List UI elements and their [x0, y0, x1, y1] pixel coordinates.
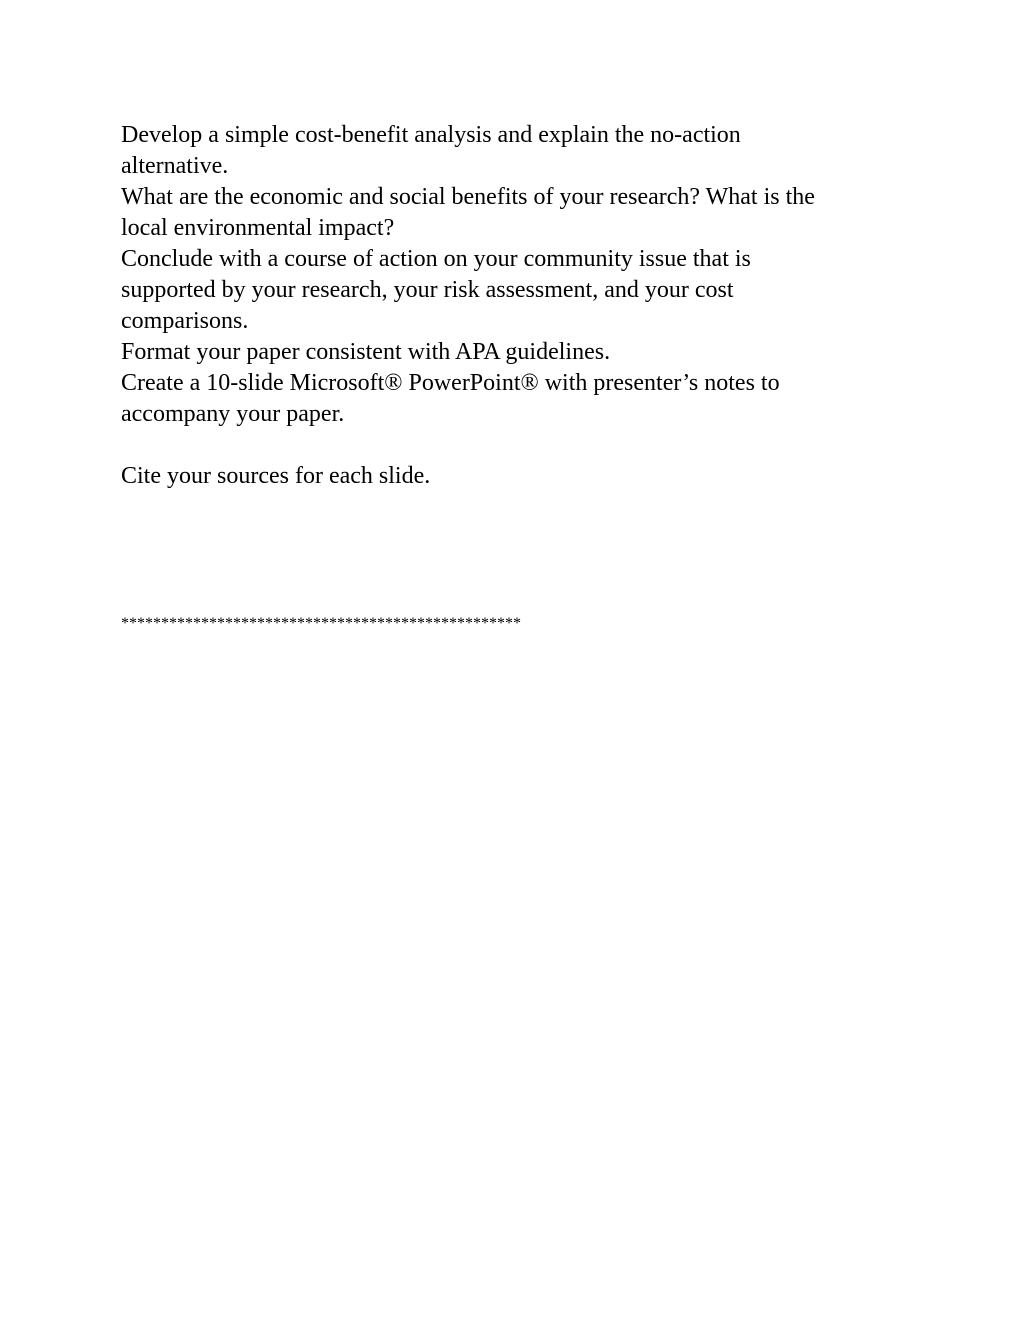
paragraph-powerpoint: Create a 10-slide Microsoft® PowerPoint® with presenter’s notes to accompany your paper. [121, 370, 780, 427]
paragraph-spacer [121, 430, 921, 461]
paragraph-cost-benefit: Develop a simple cost-benefit analysis and explain the no-action alternative. [121, 122, 741, 179]
paragraph-course-of-action: Conclude with a course of action on your community issue that is supported by your research, your risk assessment, and your cost comparisons. [121, 246, 751, 334]
paragraph-cite-sources: Cite your sources for each slide. [121, 463, 431, 489]
asterisk-divider: ************************************************** [121, 615, 521, 632]
document-body [121, 120, 921, 492]
paragraph-benefits-impact: What are the economic and social benefits of your research? What is the local environmental impact? [121, 184, 815, 241]
paragraph-apa-format: Format your paper consistent with APA guidelines. [121, 339, 611, 365]
